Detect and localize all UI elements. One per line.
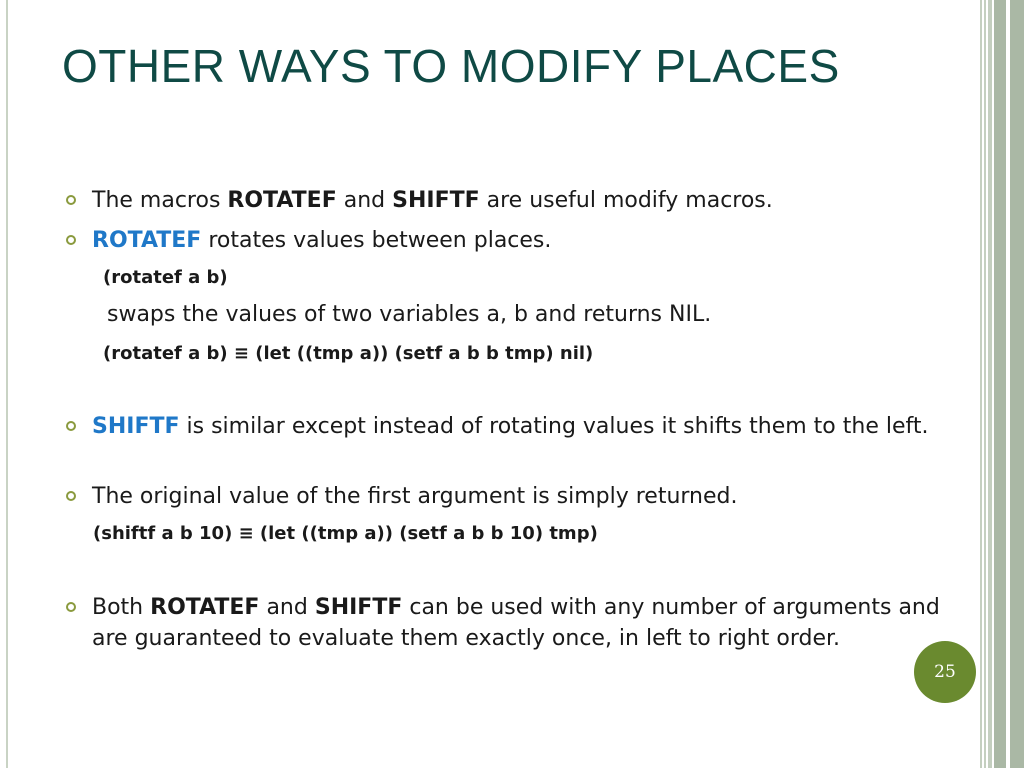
bullet-item [92,592,942,654]
bullet-text: Both [92,595,151,620]
bullet-text: rotates values between places. [201,228,552,253]
bullet-text: and [259,595,315,620]
bullet-text: can be used with any number of arguments and are guaranteed to evaluate them exactly once, in left to right order. [92,595,940,651]
bullet-circle-icon [66,421,76,431]
bullet-item [92,411,942,442]
bullet-item [92,481,942,512]
bullet-text: The macros [92,188,228,213]
keyword: SHIFTF [392,188,480,213]
slide-number-badge: 25 [914,641,976,703]
keyword: ROTATEF [150,595,260,620]
bullet-text: are useful modify macros. [479,188,773,213]
slide-title: OTHER WAYS TO MODIFY PLACES [62,40,840,92]
bullet-text: The original value of the first argument is simply returned. [92,484,738,509]
keyword-highlight: ROTATEF [92,228,202,253]
bullet-item [92,225,942,256]
code-example: (shiftf a b 10) ≡ (let ((tmp a)) (setf a b b 10) tmp) [93,523,598,544]
bullet-item [92,185,942,216]
keyword-highlight: SHIFTF [92,414,180,439]
keyword: SHIFTF [314,595,403,620]
code-example: (rotatef a b) ≡ (let ((tmp a)) (setf a b b tmp) nil) [103,343,594,364]
explanation-text: swaps the values of two variables a, b and returns NIL. [107,302,712,327]
bullet-circle-icon [66,235,76,245]
bullet-text: and [336,188,393,213]
bullet-circle-icon [66,491,76,501]
keyword: ROTATEF [227,188,337,213]
bullet-text: is similar except instead of rotating values it shifts them to the left. [179,414,929,439]
bullet-circle-icon [66,195,76,205]
bullet-circle-icon [66,602,76,612]
code-example: (rotatef a b) [103,267,228,288]
